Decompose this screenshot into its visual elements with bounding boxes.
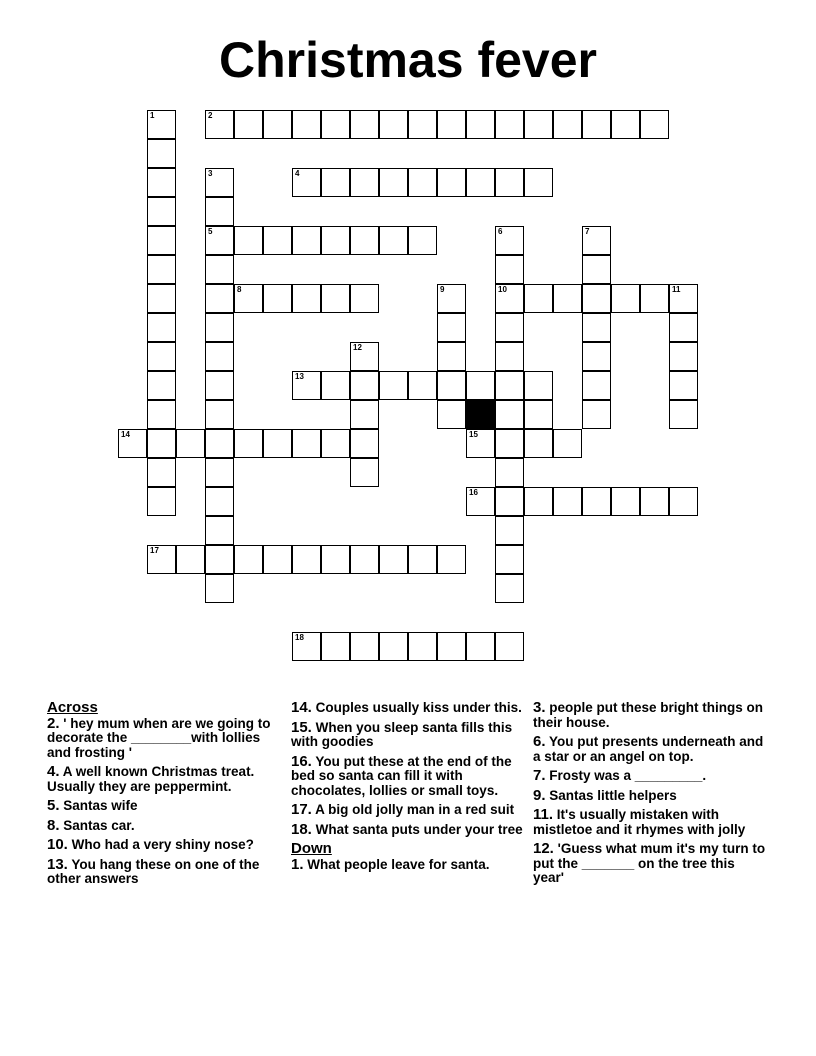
clue-text: Santas car. xyxy=(59,817,135,833)
grid-cell[interactable] xyxy=(582,342,611,371)
page-title: Christmas fever xyxy=(219,32,597,88)
clue-label-number: 17. xyxy=(291,801,312,818)
grid-cell[interactable] xyxy=(553,284,582,313)
grid-cell[interactable] xyxy=(495,429,524,458)
grid-cell[interactable] xyxy=(147,226,176,255)
grid-cell[interactable] xyxy=(495,400,524,429)
clue-label-number: 11. xyxy=(533,806,554,823)
down-clues xyxy=(291,855,525,873)
clue-text: What santa puts under your tree xyxy=(311,821,523,837)
grid-cell[interactable] xyxy=(321,371,350,400)
down-header: Down xyxy=(291,840,332,857)
grid-cell[interactable] xyxy=(640,487,669,516)
clue-item xyxy=(533,842,767,886)
grid-cell[interactable] xyxy=(205,487,234,516)
grid-cell[interactable] xyxy=(350,342,379,371)
grid-cell[interactable] xyxy=(350,371,379,400)
clue-text: people put these bright things on their house. xyxy=(533,700,764,730)
clue-item xyxy=(291,803,525,818)
grid-cell[interactable] xyxy=(495,371,524,400)
grid-cell[interactable] xyxy=(466,429,495,458)
grid-cell[interactable] xyxy=(147,313,176,342)
grid-cell[interactable] xyxy=(234,110,263,139)
grid-cell[interactable] xyxy=(205,255,234,284)
grid-cell[interactable] xyxy=(147,110,176,139)
clue-label-number: 12. xyxy=(533,840,554,857)
clue-item xyxy=(47,816,281,834)
clue-item xyxy=(47,799,281,814)
grid-cell[interactable] xyxy=(292,110,321,139)
clue-number: 13 xyxy=(295,372,304,381)
clue-label-number: 10. xyxy=(47,836,68,853)
grid-cell[interactable] xyxy=(408,226,437,255)
clue-number: 1 xyxy=(150,111,155,120)
clue-item xyxy=(291,855,525,873)
clue-number: 18 xyxy=(295,633,304,642)
grid-cell[interactable] xyxy=(582,313,611,342)
grid-cell[interactable] xyxy=(205,371,234,400)
clue-number: 8 xyxy=(237,285,242,294)
grid-cell[interactable] xyxy=(466,168,495,197)
clue-number: 16 xyxy=(469,488,478,497)
grid-cell[interactable] xyxy=(350,545,379,574)
clue-item xyxy=(533,786,767,804)
grid-cell[interactable] xyxy=(379,371,408,400)
grid-cell[interactable] xyxy=(147,371,176,400)
clue-number: 17 xyxy=(150,546,159,555)
grid-cell[interactable] xyxy=(379,632,408,661)
grid-cell[interactable] xyxy=(350,284,379,313)
grid-cell[interactable] xyxy=(466,110,495,139)
clue-number: 9 xyxy=(440,285,445,294)
clue-item xyxy=(291,752,525,799)
grid-cell[interactable] xyxy=(350,632,379,661)
grid-cell[interactable] xyxy=(495,545,524,574)
grid-cell[interactable] xyxy=(205,545,234,574)
grid-cell[interactable] xyxy=(292,284,321,313)
clue-text: A big old jolly man in a red suit xyxy=(311,802,515,817)
grid-cell[interactable] xyxy=(379,168,408,197)
grid-cell[interactable] xyxy=(263,110,292,139)
grid-cell[interactable] xyxy=(437,284,466,313)
grid-cell[interactable] xyxy=(495,342,524,371)
grid-cell[interactable] xyxy=(582,400,611,429)
grid-cell[interactable] xyxy=(147,342,176,371)
grid-cell[interactable] xyxy=(611,487,640,516)
grid-cell[interactable] xyxy=(379,226,408,255)
clue-item xyxy=(47,714,281,761)
clue-label-number: 14. xyxy=(291,699,312,716)
clue-number: 10 xyxy=(498,285,507,294)
grid-cell[interactable] xyxy=(147,139,176,168)
clue-label-number: 7. xyxy=(533,767,546,784)
clue-text: When you sleep santa fills this with goodies xyxy=(291,719,513,749)
grid-cell[interactable] xyxy=(234,226,263,255)
clue-label-number: 18. xyxy=(291,820,312,838)
grid-cell[interactable] xyxy=(321,226,350,255)
clue-text: It's usually mistaken with mistletoe and it rhymes with jolly xyxy=(533,807,746,837)
grid-cell[interactable] xyxy=(611,110,640,139)
grid-cell[interactable] xyxy=(118,429,147,458)
grid-cell[interactable] xyxy=(205,400,234,429)
grid-cell[interactable] xyxy=(147,400,176,429)
grid-cell[interactable] xyxy=(408,168,437,197)
grid-cell[interactable] xyxy=(495,313,524,342)
grid-cell[interactable] xyxy=(495,255,524,284)
grid-cell[interactable] xyxy=(524,284,553,313)
grid-cell[interactable] xyxy=(640,284,669,313)
clue-text: A well known Christmas treat. Usually they are peppermint. xyxy=(47,764,255,794)
clue-number: 4 xyxy=(295,169,300,178)
grid-cell[interactable] xyxy=(437,313,466,342)
grid-cell[interactable] xyxy=(147,487,176,516)
clue-item xyxy=(291,701,525,716)
grid-cell[interactable] xyxy=(292,429,321,458)
grid-cell[interactable] xyxy=(321,545,350,574)
clue-text: Who had a very shiny nose? xyxy=(67,837,254,852)
clue-text: You put presents underneath and a star or an angel on top. xyxy=(533,734,764,764)
grid-cell[interactable] xyxy=(495,284,524,313)
grid-cell[interactable] xyxy=(350,458,379,487)
grid-cell[interactable] xyxy=(147,284,176,313)
clue-text: You put these at the end of the bed so santa can fill it with chocolates, lollies or small toys. xyxy=(291,753,512,798)
grid-cell[interactable] xyxy=(263,545,292,574)
grid-cell[interactable] xyxy=(147,197,176,226)
across-clues-continued xyxy=(291,701,525,837)
grid-cell[interactable] xyxy=(669,284,698,313)
grid-cell[interactable] xyxy=(205,313,234,342)
clues-column-1 xyxy=(47,701,281,892)
grid-cell[interactable] xyxy=(669,342,698,371)
clue-text: 'Guess what mum it's my turn to put the _______ on the tree this year' xyxy=(533,841,766,885)
grid-cell[interactable] xyxy=(466,487,495,516)
grid-cell[interactable] xyxy=(205,226,234,255)
grid-cell[interactable] xyxy=(669,313,698,342)
grid-cell[interactable] xyxy=(292,168,321,197)
grid-cell[interactable] xyxy=(292,632,321,661)
grid-cell[interactable] xyxy=(495,516,524,545)
grid-cell[interactable] xyxy=(553,429,582,458)
clue-number: 15 xyxy=(469,430,478,439)
clue-label-number: 8. xyxy=(47,816,60,834)
clue-text: Frosty was a _________. xyxy=(545,768,707,783)
grid-cell[interactable] xyxy=(408,632,437,661)
clue-item xyxy=(291,718,525,750)
clue-item xyxy=(291,820,525,838)
grid-cell[interactable] xyxy=(524,429,553,458)
clue-label-number: 3. xyxy=(533,699,546,716)
grid-cell[interactable] xyxy=(495,226,524,255)
grid-cell[interactable] xyxy=(437,371,466,400)
grid-cell[interactable] xyxy=(350,168,379,197)
grid-cell[interactable] xyxy=(611,284,640,313)
grid-cell[interactable] xyxy=(495,487,524,516)
grid-cell[interactable] xyxy=(495,110,524,139)
grid-cell[interactable] xyxy=(234,545,263,574)
grid-cell[interactable] xyxy=(524,400,553,429)
grid-cell[interactable] xyxy=(524,110,553,139)
grid-cell[interactable] xyxy=(321,168,350,197)
grid-cell[interactable] xyxy=(582,255,611,284)
clue-label-number: 9. xyxy=(533,786,546,804)
grid-cell[interactable] xyxy=(205,342,234,371)
grid-cell[interactable] xyxy=(437,400,466,429)
grid-cell[interactable] xyxy=(234,284,263,313)
clue-label-number: 6. xyxy=(533,733,546,750)
grid-cell[interactable] xyxy=(379,110,408,139)
grid-cell[interactable] xyxy=(205,516,234,545)
clue-item xyxy=(533,701,767,730)
grid-cell[interactable] xyxy=(147,458,176,487)
grid-cell[interactable] xyxy=(147,168,176,197)
grid-cell[interactable] xyxy=(234,429,263,458)
grid-cell[interactable] xyxy=(176,545,205,574)
clue-text: ' hey mum when are we going to decorate the ________with lollies and frosting ' xyxy=(47,715,271,760)
grid-cell[interactable] xyxy=(205,429,234,458)
clues-column-2 xyxy=(291,701,525,877)
grid-cell[interactable] xyxy=(263,226,292,255)
grid-cell[interactable] xyxy=(408,545,437,574)
clue-text: Couples usually kiss under this. xyxy=(311,700,522,715)
grid-cell[interactable] xyxy=(408,110,437,139)
grid-cell[interactable] xyxy=(321,110,350,139)
grid-cell[interactable] xyxy=(437,110,466,139)
grid-cell[interactable] xyxy=(582,226,611,255)
grid-cell[interactable] xyxy=(495,168,524,197)
grid-cell[interactable] xyxy=(582,284,611,313)
grid-cell[interactable] xyxy=(147,545,176,574)
clue-item xyxy=(47,855,281,887)
grid-cell[interactable] xyxy=(582,371,611,400)
grid-cell[interactable] xyxy=(350,226,379,255)
clue-label-number: 5. xyxy=(47,797,60,814)
grid-cell[interactable] xyxy=(495,574,524,603)
clue-item xyxy=(533,735,767,764)
grid-cell[interactable] xyxy=(466,371,495,400)
grid-cell[interactable] xyxy=(263,429,292,458)
grid-cell[interactable] xyxy=(379,545,408,574)
grid-cell[interactable] xyxy=(205,110,234,139)
grid-cell[interactable] xyxy=(437,632,466,661)
grid-cell[interactable] xyxy=(350,429,379,458)
grid-cell[interactable] xyxy=(205,574,234,603)
grid-cell[interactable] xyxy=(437,342,466,371)
grid-cell[interactable] xyxy=(669,371,698,400)
clue-number: 6 xyxy=(498,227,503,236)
clue-number: 3 xyxy=(208,169,213,178)
grid-cell[interactable] xyxy=(437,168,466,197)
clues-column-3 xyxy=(533,701,767,891)
clue-label-number: 16. xyxy=(291,752,312,770)
grid-cell[interactable] xyxy=(147,429,176,458)
clue-text: Santas little helpers xyxy=(545,787,677,803)
grid-cell[interactable] xyxy=(524,371,553,400)
clue-item xyxy=(533,808,767,837)
grid-cell[interactable] xyxy=(466,632,495,661)
grid-cell[interactable] xyxy=(553,487,582,516)
grid-cell[interactable] xyxy=(669,400,698,429)
grid-cell[interactable] xyxy=(437,545,466,574)
grid-cell[interactable] xyxy=(147,255,176,284)
across-clues xyxy=(47,714,281,887)
clue-text: You hang these on one of the other answers xyxy=(47,856,260,886)
clue-text: Santas wife xyxy=(59,798,138,813)
clue-text: What people leave for santa. xyxy=(303,856,490,872)
clue-label-number: 15. xyxy=(291,718,312,736)
down-clues-continued xyxy=(533,701,767,886)
grid-cell[interactable] xyxy=(321,284,350,313)
clue-number: 5 xyxy=(208,227,213,236)
grid-cell[interactable] xyxy=(205,458,234,487)
grid-cell[interactable] xyxy=(495,458,524,487)
clue-label-number: 13. xyxy=(47,855,68,873)
grid-cell[interactable] xyxy=(205,168,234,197)
grid-cell[interactable] xyxy=(582,487,611,516)
grid-cell[interactable] xyxy=(669,487,698,516)
clue-number: 12 xyxy=(353,343,362,352)
grid-cell[interactable] xyxy=(553,110,582,139)
clue-number: 14 xyxy=(121,430,130,439)
grid-cell[interactable] xyxy=(350,400,379,429)
clue-item xyxy=(47,838,281,853)
clue-label-number: 4. xyxy=(47,763,60,780)
grid-cell[interactable] xyxy=(205,284,234,313)
grid-cell[interactable] xyxy=(524,168,553,197)
clue-number: 7 xyxy=(585,227,590,236)
grid-cell[interactable] xyxy=(582,110,611,139)
black-cell xyxy=(466,400,495,429)
grid-cell[interactable] xyxy=(321,429,350,458)
grid-cell[interactable] xyxy=(292,545,321,574)
clue-number: 11 xyxy=(672,285,681,294)
grid-cell[interactable] xyxy=(408,371,437,400)
grid-cell[interactable] xyxy=(321,632,350,661)
clue-item xyxy=(533,769,767,784)
clue-number: 2 xyxy=(208,111,213,120)
grid-cell[interactable] xyxy=(292,226,321,255)
clue-label-number: 1. xyxy=(291,855,304,873)
across-header: Across xyxy=(47,699,98,716)
grid-cell[interactable] xyxy=(263,284,292,313)
grid-cell[interactable] xyxy=(205,197,234,226)
clue-item xyxy=(47,765,281,794)
grid-cell[interactable] xyxy=(292,371,321,400)
grid-cell[interactable] xyxy=(350,110,379,139)
grid-cell[interactable] xyxy=(524,487,553,516)
grid-cell[interactable] xyxy=(640,110,669,139)
grid-cell[interactable] xyxy=(176,429,205,458)
clue-label-number: 2. xyxy=(47,714,60,732)
grid-cell[interactable] xyxy=(495,632,524,661)
